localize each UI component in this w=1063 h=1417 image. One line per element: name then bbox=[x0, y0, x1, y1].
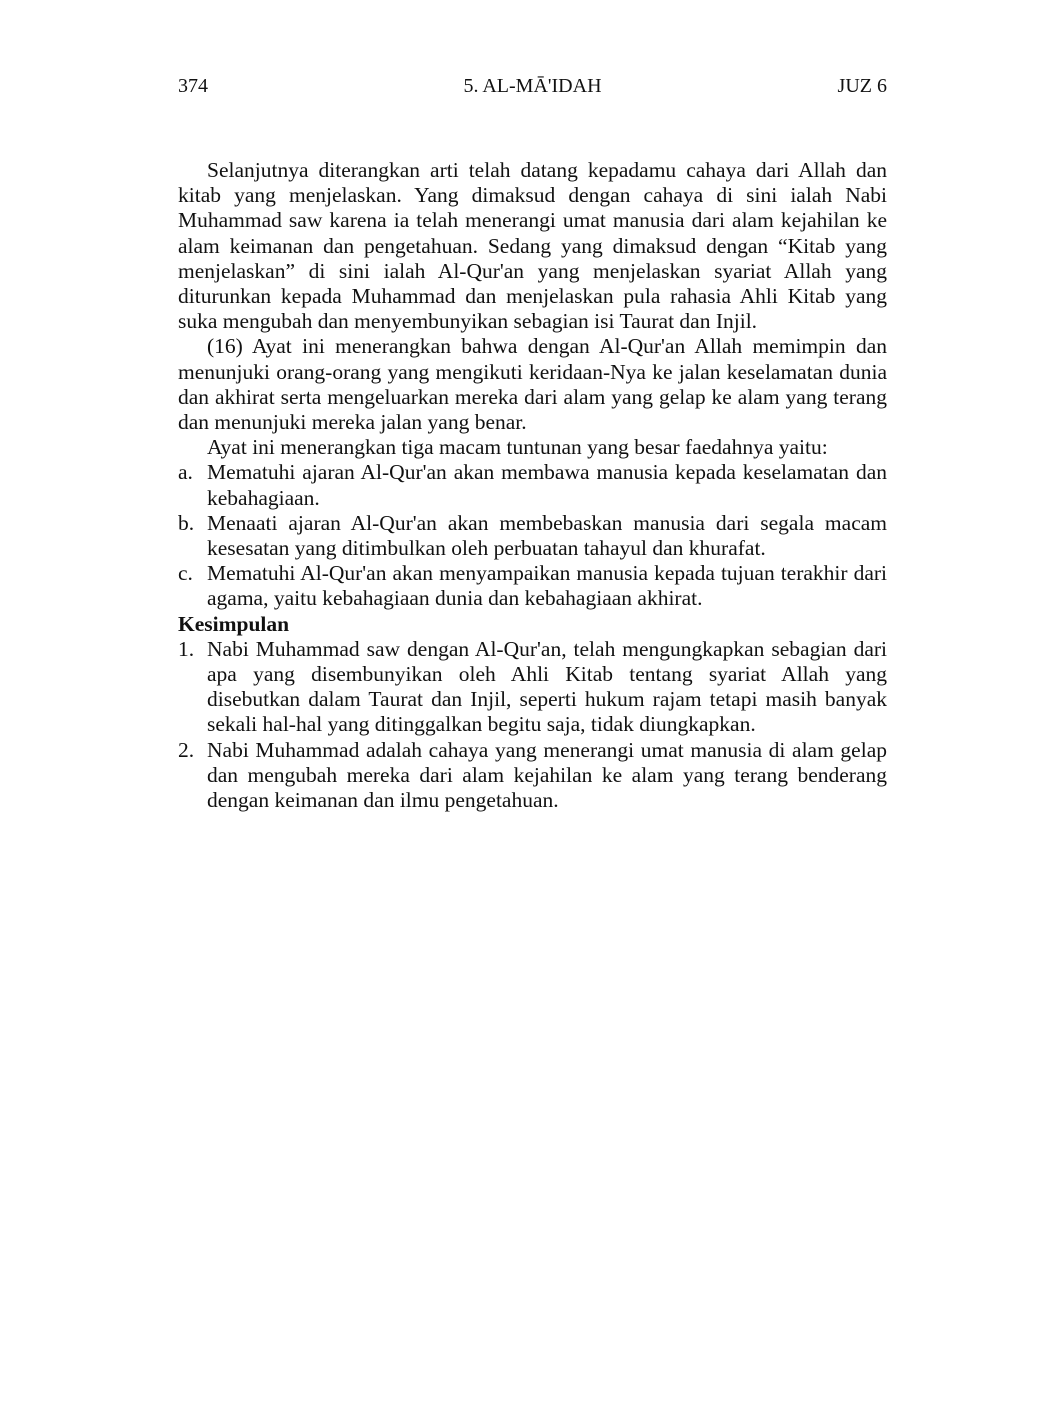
list-item bbox=[178, 637, 887, 738]
list-marker: 1. bbox=[178, 636, 195, 661]
list-item-text: Mematuhi Al-Qur'an akan menyampaikan manusia kepada tujuan terakhir dari agama, yaitu kebahagiaan dunia dan kebahagiaan akhirat. bbox=[207, 561, 887, 611]
list-item-text: Nabi Muhammad saw dengan Al-Qur'an, telah mengungkapkan sebagian dari apa yang disembunyikan oleh Ahli Kitab tentang syariat Allah yang disebutkan dalam Taurat dan Injil, seperti hukum rajam tetapi masih banyak sekali hal-hal yang ditinggalkan begitu saja, tidak diungkapkan. bbox=[207, 636, 887, 737]
section-heading-kesimpulan: Kesimpulan bbox=[178, 611, 290, 636]
list-item-text: Mematuhi ajaran Al-Qur'an akan membawa manusia kepada keselamatan dan kebahagiaan. bbox=[207, 460, 887, 510]
list-marker: c. bbox=[178, 561, 193, 586]
paragraph-tiga-tuntunan: Ayat ini menerangkan tiga macam tuntunan yang besar faedahnya yaitu: bbox=[207, 435, 828, 460]
paragraph-cahaya-kitab: Selanjutnya diterangkan arti telah datang kepadamu cahaya dari Allah dan kitab yang menjelaskan. Yang dimaksud dengan cahaya di sini ialah Nabi Muhammad saw karena ia telah menerangi umat manusia dari alam kejahilan ke alam keimanan dan pengetahuan. Sedang yang dimaksud dengan “Kitab yang menjelaskan” di sini ialah Al-Qur'an yang menjelaskan syariat Allah yang diturunkan kepada Muhammad dan menjelaskan pula rahasia Ahli Kitab yang suka mengubah dan menyembunyikan sebagian isi Taurat dan Injil. bbox=[178, 158, 887, 334]
guidance-list bbox=[178, 460, 887, 611]
conclusion-list bbox=[178, 637, 887, 813]
juz-label: JUZ 6 bbox=[837, 75, 887, 97]
list-marker: b. bbox=[178, 510, 195, 535]
list-item bbox=[178, 561, 887, 611]
list-marker: a. bbox=[178, 460, 193, 485]
list-item bbox=[178, 511, 887, 561]
list-item bbox=[178, 460, 887, 510]
chapter-title: 5. AL-MĀ'IDAH bbox=[463, 75, 602, 97]
list-item-text: Menaati ajaran Al-Qur'an akan membebaskan manusia dari segala macam kesesatan yang ditimbulkan oleh perbuatan tahayul dan khurafat. bbox=[207, 510, 887, 561]
page-number: 374 bbox=[178, 75, 208, 97]
list-item-text: Nabi Muhammad adalah cahaya yang menerangi umat manusia di alam gelap dan mengubah mereka dari alam kejahilan ke alam yang terang benderang dengan keimanan dan ilmu pengetahuan. bbox=[207, 737, 887, 813]
list-marker: 2. bbox=[178, 737, 195, 762]
running-header bbox=[178, 72, 887, 100]
paragraph-ayat-16: (16) Ayat ini menerangkan bahwa dengan Al-Qur'an Allah memimpin dan menunjuki orang-orang yang mengikuti keridaan-Nya ke jalan keselamatan dunia dan akhirat serta mengeluarkan mereka dari alam yang gelap ke alam yang terang dan menunjuki mereka jalan yang benar. bbox=[178, 334, 887, 435]
main-text bbox=[178, 158, 887, 813]
list-item bbox=[178, 738, 887, 814]
